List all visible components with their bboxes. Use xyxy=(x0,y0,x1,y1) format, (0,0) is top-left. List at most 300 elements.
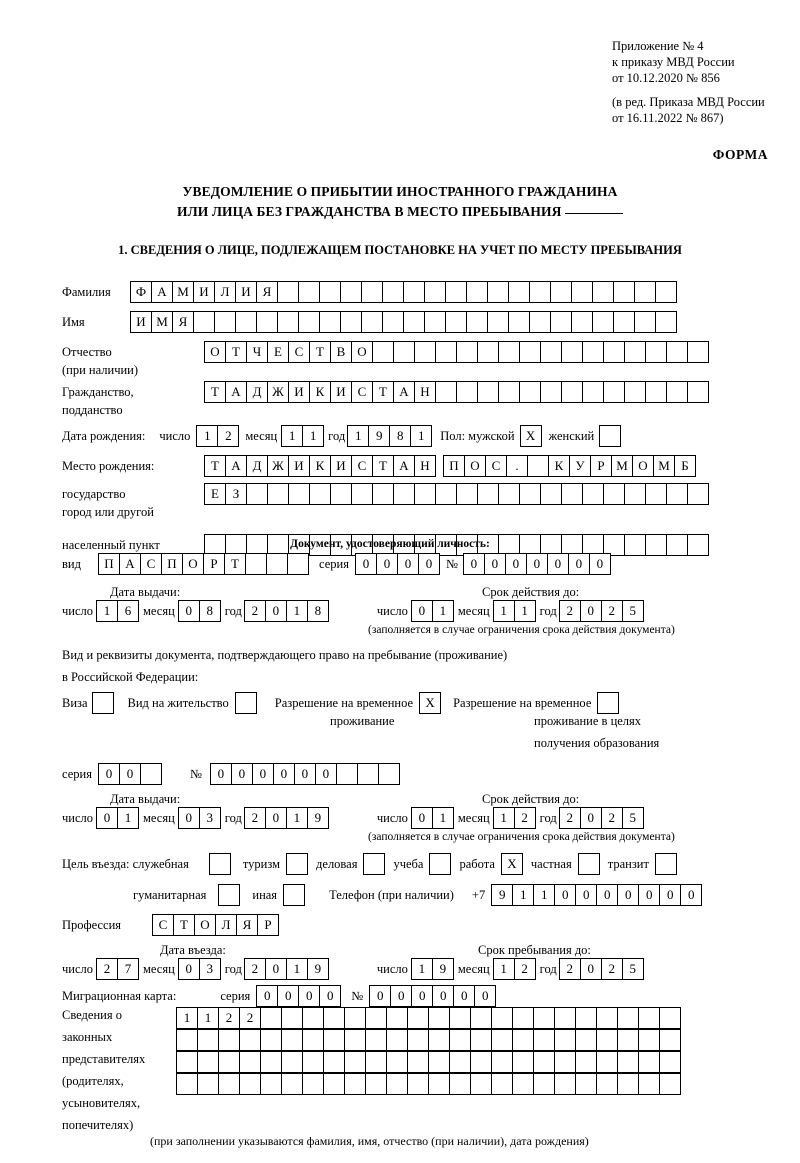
cell[interactable]: П xyxy=(161,553,183,575)
cell[interactable]: С xyxy=(140,553,162,575)
cell[interactable] xyxy=(634,281,656,303)
cell[interactable] xyxy=(487,311,509,333)
cell[interactable]: 0 xyxy=(273,763,295,785)
cell[interactable] xyxy=(575,1051,597,1073)
cell[interactable]: И xyxy=(193,281,215,303)
cell[interactable] xyxy=(267,483,289,505)
cell[interactable] xyxy=(550,311,572,333)
cell[interactable] xyxy=(197,1073,219,1095)
cell[interactable]: 2 xyxy=(601,600,623,622)
cell[interactable] xyxy=(596,1007,618,1029)
cell[interactable]: 2 xyxy=(96,958,118,980)
cell[interactable]: 1 xyxy=(286,600,308,622)
stay-issue-month-boxes[interactable] xyxy=(178,807,221,829)
cell[interactable]: 2 xyxy=(601,807,623,829)
cell[interactable] xyxy=(302,1029,324,1051)
cell[interactable] xyxy=(428,1029,450,1051)
cell[interactable] xyxy=(603,483,625,505)
checkbox-sex-male[interactable]: X xyxy=(520,425,542,447)
cell[interactable] xyxy=(582,381,604,403)
cell[interactable] xyxy=(512,1007,534,1029)
entry-day-boxes[interactable] xyxy=(96,958,139,980)
cell[interactable] xyxy=(218,1073,240,1095)
cell[interactable] xyxy=(424,311,446,333)
checkbox-purpose-transit[interactable] xyxy=(655,853,677,875)
doc-number-boxes[interactable] xyxy=(463,553,611,575)
cell[interactable]: К xyxy=(309,455,331,477)
cell[interactable]: 9 xyxy=(307,958,329,980)
cell[interactable]: 3 xyxy=(199,958,221,980)
cell[interactable] xyxy=(351,483,373,505)
cell[interactable] xyxy=(277,281,299,303)
cell[interactable]: 2 xyxy=(514,958,536,980)
cell[interactable] xyxy=(435,483,457,505)
cell[interactable] xyxy=(687,534,709,556)
cell[interactable] xyxy=(281,1029,303,1051)
cell[interactable] xyxy=(592,281,614,303)
cell[interactable] xyxy=(378,763,400,785)
cell[interactable]: 0 xyxy=(319,985,341,1007)
cell[interactable]: Р xyxy=(257,914,279,936)
cell[interactable]: 6 xyxy=(117,600,139,622)
cell[interactable]: 1 xyxy=(512,884,534,906)
cell[interactable]: В xyxy=(330,341,352,363)
cell[interactable] xyxy=(498,483,520,505)
cell[interactable]: Н xyxy=(414,455,436,477)
cell[interactable]: Р xyxy=(590,455,612,477)
cell[interactable] xyxy=(214,311,236,333)
cell[interactable]: 8 xyxy=(307,600,329,622)
legal-row-2[interactable] xyxy=(176,1029,681,1051)
cell[interactable] xyxy=(491,1007,513,1029)
cell[interactable]: А xyxy=(393,455,415,477)
cell[interactable] xyxy=(193,311,215,333)
surname-boxes[interactable] xyxy=(130,281,677,303)
cell[interactable] xyxy=(281,1051,303,1073)
cell[interactable] xyxy=(477,381,499,403)
cell[interactable]: П xyxy=(443,455,465,477)
cell[interactable]: 1 xyxy=(197,1007,219,1029)
cell[interactable] xyxy=(449,1051,471,1073)
cell[interactable]: 0 xyxy=(617,884,639,906)
checkbox-purpose-humanitarian[interactable] xyxy=(218,884,240,906)
checkbox-residence[interactable] xyxy=(235,692,257,714)
doc-issue-day-boxes[interactable] xyxy=(96,600,139,622)
cell[interactable] xyxy=(638,1007,660,1029)
doc-issue-month-boxes[interactable] xyxy=(178,600,221,622)
cell[interactable] xyxy=(382,281,404,303)
cell[interactable]: С xyxy=(288,341,310,363)
cell[interactable] xyxy=(617,1029,639,1051)
cell[interactable] xyxy=(449,1073,471,1095)
cell[interactable]: . xyxy=(506,455,528,477)
cell[interactable] xyxy=(487,281,509,303)
cell[interactable] xyxy=(382,311,404,333)
cell[interactable]: 2 xyxy=(244,807,266,829)
cell[interactable] xyxy=(561,381,583,403)
cell[interactable] xyxy=(470,1051,492,1073)
cell[interactable]: 1 xyxy=(347,425,369,447)
cell[interactable]: С xyxy=(351,381,373,403)
cell[interactable]: 0 xyxy=(119,763,141,785)
legal-row-3[interactable] xyxy=(176,1051,681,1073)
cell[interactable] xyxy=(428,1073,450,1095)
cell[interactable] xyxy=(340,311,362,333)
cell[interactable]: 0 xyxy=(547,553,569,575)
cell[interactable]: И xyxy=(288,381,310,403)
cell[interactable]: Т xyxy=(372,381,394,403)
cell[interactable] xyxy=(659,1073,681,1095)
cell[interactable] xyxy=(613,281,635,303)
cell[interactable] xyxy=(582,341,604,363)
cell[interactable] xyxy=(393,483,415,505)
stay-series-boxes[interactable] xyxy=(98,763,162,785)
cell[interactable]: 2 xyxy=(601,958,623,980)
doc-kind-boxes[interactable] xyxy=(98,553,309,575)
cell[interactable] xyxy=(386,1051,408,1073)
cell[interactable]: 2 xyxy=(559,958,581,980)
cell[interactable]: 0 xyxy=(596,884,618,906)
doc-valid-year-boxes[interactable] xyxy=(559,600,644,622)
cell[interactable] xyxy=(613,311,635,333)
cell[interactable]: К xyxy=(548,455,570,477)
cell[interactable] xyxy=(386,1029,408,1051)
cell[interactable]: И xyxy=(330,381,352,403)
cell[interactable] xyxy=(336,763,358,785)
citizenship-boxes[interactable] xyxy=(204,381,709,403)
cell[interactable] xyxy=(372,341,394,363)
cell[interactable] xyxy=(575,1007,597,1029)
cell[interactable] xyxy=(456,483,478,505)
cell[interactable] xyxy=(407,1007,429,1029)
doc-valid-month-boxes[interactable] xyxy=(493,600,536,622)
cell[interactable]: 0 xyxy=(178,600,200,622)
cell[interactable]: Е xyxy=(267,341,289,363)
cell[interactable]: Н xyxy=(414,381,436,403)
cell[interactable]: 0 xyxy=(411,985,433,1007)
stay-issue-year-boxes[interactable] xyxy=(244,807,329,829)
checkbox-purpose-service[interactable] xyxy=(209,853,231,875)
cell[interactable]: Т xyxy=(173,914,195,936)
stay-number-boxes[interactable] xyxy=(210,763,400,785)
cell[interactable]: Т xyxy=(372,455,394,477)
cell[interactable] xyxy=(365,1051,387,1073)
cell[interactable] xyxy=(554,1007,576,1029)
cell[interactable]: 1 xyxy=(281,425,303,447)
cell[interactable] xyxy=(260,1007,282,1029)
cell[interactable]: 1 xyxy=(514,600,536,622)
cell[interactable]: И xyxy=(288,455,310,477)
cell[interactable] xyxy=(245,553,267,575)
stay-valid-day-boxes[interactable] xyxy=(411,807,454,829)
profession-boxes[interactable] xyxy=(152,914,279,936)
cell[interactable] xyxy=(596,1051,618,1073)
cell[interactable]: 9 xyxy=(491,884,513,906)
legal-row2-boxes[interactable] xyxy=(176,1029,681,1051)
cell[interactable] xyxy=(491,1051,513,1073)
cell[interactable] xyxy=(582,483,604,505)
cell[interactable]: 1 xyxy=(411,958,433,980)
checkbox-purpose-work[interactable]: X xyxy=(501,853,523,875)
cell[interactable] xyxy=(666,534,688,556)
cell[interactable]: О xyxy=(351,341,373,363)
cell[interactable]: 0 xyxy=(369,985,391,1007)
legal-row4-boxes[interactable] xyxy=(176,1073,681,1095)
cell[interactable] xyxy=(512,1073,534,1095)
cell[interactable] xyxy=(302,1073,324,1095)
cell[interactable] xyxy=(323,1051,345,1073)
cell[interactable]: 0 xyxy=(484,553,506,575)
cell[interactable] xyxy=(575,1073,597,1095)
cell[interactable] xyxy=(298,311,320,333)
cell[interactable] xyxy=(260,1073,282,1095)
name-boxes[interactable] xyxy=(130,311,677,333)
cell[interactable] xyxy=(344,1029,366,1051)
cell[interactable]: 1 xyxy=(286,807,308,829)
cell[interactable] xyxy=(323,1029,345,1051)
cell[interactable] xyxy=(596,1073,618,1095)
cell[interactable] xyxy=(659,1007,681,1029)
cell[interactable] xyxy=(659,1029,681,1051)
cell[interactable]: 0 xyxy=(355,553,377,575)
checkbox-sex-female[interactable] xyxy=(599,425,621,447)
cell[interactable] xyxy=(592,311,614,333)
cell[interactable]: 5 xyxy=(622,958,644,980)
cell[interactable] xyxy=(176,1073,198,1095)
cell[interactable]: 0 xyxy=(376,553,398,575)
cell[interactable]: С xyxy=(485,455,507,477)
cell[interactable] xyxy=(533,1073,555,1095)
cell[interactable] xyxy=(645,341,667,363)
cell[interactable]: Р xyxy=(203,553,225,575)
cell[interactable] xyxy=(533,1007,555,1029)
cell[interactable] xyxy=(527,455,549,477)
cell[interactable] xyxy=(239,1051,261,1073)
stay-valid-year-boxes[interactable] xyxy=(559,807,644,829)
cell[interactable]: 0 xyxy=(252,763,274,785)
cell[interactable] xyxy=(491,1073,513,1095)
cell[interactable] xyxy=(603,341,625,363)
cell[interactable] xyxy=(617,1007,639,1029)
cell[interactable]: К xyxy=(309,381,331,403)
cell[interactable] xyxy=(470,1029,492,1051)
cell[interactable]: 2 xyxy=(559,600,581,622)
patronymic-boxes[interactable] xyxy=(204,341,709,363)
cell[interactable]: Е xyxy=(204,483,226,505)
checkbox-purpose-business[interactable] xyxy=(363,853,385,875)
cell[interactable] xyxy=(470,1073,492,1095)
checkbox-purpose-tourism[interactable] xyxy=(286,853,308,875)
cell[interactable] xyxy=(554,1073,576,1095)
cell[interactable] xyxy=(477,483,499,505)
mig-number-boxes[interactable] xyxy=(369,985,496,1007)
cell[interactable] xyxy=(218,1029,240,1051)
cell[interactable] xyxy=(365,1073,387,1095)
cell[interactable] xyxy=(365,1029,387,1051)
cell[interactable]: 0 xyxy=(390,985,412,1007)
cell[interactable]: А xyxy=(225,381,247,403)
cell[interactable]: 0 xyxy=(589,553,611,575)
stay-until-year-boxes[interactable] xyxy=(559,958,644,980)
cell[interactable] xyxy=(645,483,667,505)
cell[interactable]: С xyxy=(152,914,174,936)
cell[interactable] xyxy=(235,311,257,333)
cell[interactable]: М xyxy=(151,311,173,333)
cell[interactable]: О xyxy=(464,455,486,477)
cell[interactable]: М xyxy=(611,455,633,477)
cell[interactable]: Т xyxy=(225,341,247,363)
cell[interactable] xyxy=(624,483,646,505)
cell[interactable] xyxy=(529,311,551,333)
cell[interactable] xyxy=(407,1073,429,1095)
stay-valid-month-boxes[interactable] xyxy=(493,807,536,829)
cell[interactable]: 0 xyxy=(568,553,590,575)
cell[interactable] xyxy=(176,1051,198,1073)
cell[interactable]: 0 xyxy=(680,884,702,906)
cell[interactable]: 1 xyxy=(493,958,515,980)
cell[interactable] xyxy=(645,381,667,403)
cell[interactable] xyxy=(281,1007,303,1029)
cell[interactable]: 2 xyxy=(244,958,266,980)
cell[interactable]: 0 xyxy=(580,600,602,622)
cell[interactable]: Л xyxy=(214,281,236,303)
cell[interactable] xyxy=(498,341,520,363)
cell[interactable] xyxy=(330,483,352,505)
cell[interactable] xyxy=(287,553,309,575)
cell[interactable] xyxy=(357,763,379,785)
entry-year-boxes[interactable] xyxy=(244,958,329,980)
cell[interactable]: 1 xyxy=(432,807,454,829)
cell[interactable]: 0 xyxy=(505,553,527,575)
birth-state-boxes[interactable] xyxy=(204,455,436,477)
cell[interactable] xyxy=(407,1051,429,1073)
cell[interactable]: О xyxy=(182,553,204,575)
cell[interactable] xyxy=(340,281,362,303)
cell[interactable]: 1 xyxy=(493,600,515,622)
stay-issue-day-boxes[interactable] xyxy=(96,807,139,829)
cell[interactable]: 8 xyxy=(389,425,411,447)
cell[interactable]: Д xyxy=(246,455,268,477)
cell[interactable] xyxy=(260,1029,282,1051)
stay-until-month-boxes[interactable] xyxy=(493,958,536,980)
cell[interactable] xyxy=(344,1051,366,1073)
cell[interactable] xyxy=(666,483,688,505)
cell[interactable]: 9 xyxy=(432,958,454,980)
cell[interactable] xyxy=(449,1007,471,1029)
cell[interactable]: Л xyxy=(215,914,237,936)
cell[interactable] xyxy=(529,281,551,303)
cell[interactable] xyxy=(344,1007,366,1029)
birth-month-boxes[interactable] xyxy=(281,425,324,447)
cell[interactable] xyxy=(361,281,383,303)
cell[interactable] xyxy=(638,1051,660,1073)
cell[interactable]: 0 xyxy=(432,985,454,1007)
checkbox-edu-res[interactable] xyxy=(597,692,619,714)
cell[interactable] xyxy=(561,341,583,363)
cell[interactable] xyxy=(302,1051,324,1073)
cell[interactable]: 0 xyxy=(265,600,287,622)
cell[interactable]: Т xyxy=(204,381,226,403)
cell[interactable] xyxy=(508,311,530,333)
checkbox-purpose-study[interactable] xyxy=(429,853,451,875)
cell[interactable]: 1 xyxy=(432,600,454,622)
cell[interactable]: Ж xyxy=(267,381,289,403)
cell[interactable] xyxy=(435,341,457,363)
cell[interactable]: Т xyxy=(309,341,331,363)
doc-valid-day-boxes[interactable] xyxy=(411,600,454,622)
cell[interactable]: 8 xyxy=(199,600,221,622)
cell[interactable] xyxy=(393,341,415,363)
cell[interactable] xyxy=(687,483,709,505)
cell[interactable] xyxy=(596,1029,618,1051)
cell[interactable] xyxy=(386,1007,408,1029)
cell[interactable] xyxy=(519,483,541,505)
legal-row-4[interactable] xyxy=(176,1073,681,1095)
cell[interactable] xyxy=(666,341,688,363)
legal-row-1[interactable] xyxy=(176,1007,681,1029)
cell[interactable]: А xyxy=(119,553,141,575)
cell[interactable]: П xyxy=(98,553,120,575)
cell[interactable] xyxy=(372,483,394,505)
cell[interactable]: 0 xyxy=(418,553,440,575)
cell[interactable]: 2 xyxy=(514,807,536,829)
cell[interactable]: 0 xyxy=(580,807,602,829)
cell[interactable]: 0 xyxy=(231,763,253,785)
cell[interactable]: 2 xyxy=(559,807,581,829)
cell[interactable]: Ч xyxy=(246,341,268,363)
cell[interactable] xyxy=(624,534,646,556)
cell[interactable] xyxy=(575,1029,597,1051)
cell[interactable] xyxy=(533,1051,555,1073)
cell[interactable]: 1 xyxy=(493,807,515,829)
cell[interactable] xyxy=(554,1029,576,1051)
cell[interactable]: Я xyxy=(256,281,278,303)
cell[interactable] xyxy=(456,341,478,363)
cell[interactable] xyxy=(617,1051,639,1073)
cell[interactable]: Б xyxy=(674,455,696,477)
cell[interactable]: 5 xyxy=(622,600,644,622)
cell[interactable]: 9 xyxy=(368,425,390,447)
cell[interactable] xyxy=(655,311,677,333)
cell[interactable] xyxy=(344,1073,366,1095)
cell[interactable]: 0 xyxy=(178,807,200,829)
cell[interactable] xyxy=(470,1007,492,1029)
cell[interactable]: 1 xyxy=(410,425,432,447)
cell[interactable]: 0 xyxy=(463,553,485,575)
cell[interactable]: 1 xyxy=(533,884,555,906)
cell[interactable] xyxy=(414,483,436,505)
cell[interactable]: 0 xyxy=(98,763,120,785)
cell[interactable] xyxy=(519,341,541,363)
legal-row3-boxes[interactable] xyxy=(176,1051,681,1073)
cell[interactable]: 2 xyxy=(218,1007,240,1029)
cell[interactable] xyxy=(323,1073,345,1095)
cell[interactable]: 0 xyxy=(638,884,660,906)
cell[interactable] xyxy=(424,281,446,303)
cell[interactable] xyxy=(491,1029,513,1051)
cell[interactable] xyxy=(218,1051,240,1073)
mig-series-boxes[interactable] xyxy=(256,985,341,1007)
birth-year-boxes[interactable] xyxy=(347,425,432,447)
cell[interactable] xyxy=(407,1029,429,1051)
doc-issue-year-boxes[interactable] xyxy=(244,600,329,622)
cell[interactable] xyxy=(256,311,278,333)
stay-until-day-boxes[interactable] xyxy=(411,958,454,980)
cell[interactable]: У xyxy=(569,455,591,477)
cell[interactable] xyxy=(645,534,667,556)
cell[interactable] xyxy=(239,1073,261,1095)
cell[interactable] xyxy=(319,281,341,303)
